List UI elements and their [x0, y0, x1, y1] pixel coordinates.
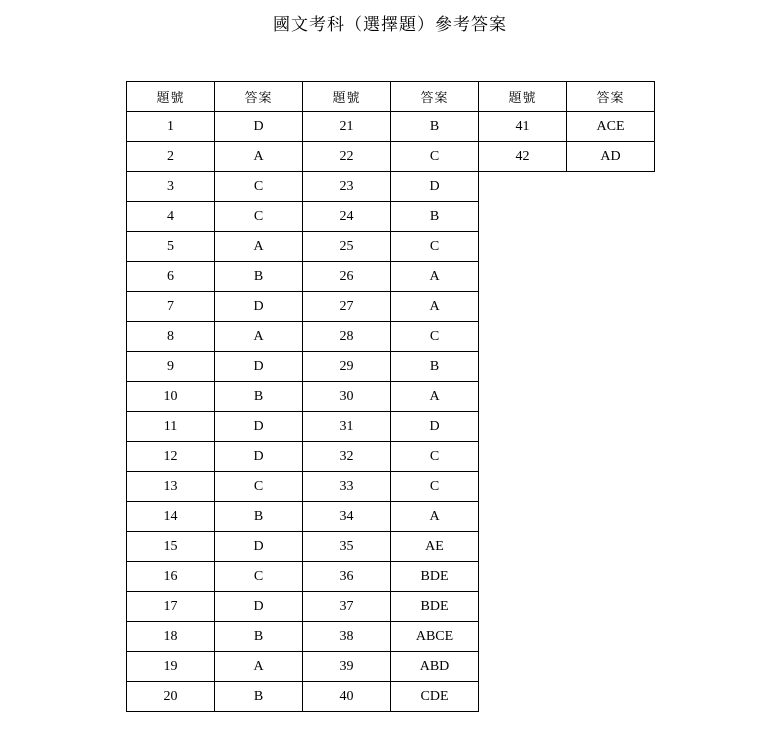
table-row — [127, 532, 303, 562]
table-header-row — [127, 82, 303, 112]
table-row — [303, 562, 479, 592]
table-row — [303, 112, 479, 142]
answer-cell: BDE — [391, 592, 479, 622]
table-row — [127, 142, 303, 172]
question-number-cell: 13 — [127, 472, 215, 502]
question-number-cell: 36 — [303, 562, 391, 592]
answer-table-41-42 — [478, 81, 655, 172]
answer-cell: B — [391, 112, 479, 142]
table-row — [127, 382, 303, 412]
answer-cell: A — [391, 382, 479, 412]
question-number-cell: 7 — [127, 292, 215, 322]
table-row — [303, 622, 479, 652]
question-number-cell: 31 — [303, 412, 391, 442]
answer-cell: BDE — [391, 562, 479, 592]
table-row — [303, 472, 479, 502]
table-row — [303, 352, 479, 382]
table-row — [303, 292, 479, 322]
answer-cell: A — [391, 262, 479, 292]
table-row — [127, 442, 303, 472]
answer-cell: D — [215, 442, 303, 472]
answer-cell: B — [215, 502, 303, 532]
answer-cell: AD — [567, 142, 655, 172]
answer-table-1-20 — [126, 81, 303, 712]
answer-cell: ACE — [567, 112, 655, 142]
answer-cell: C — [391, 142, 479, 172]
table-header-row — [479, 82, 655, 112]
table-row — [303, 592, 479, 622]
header-answer: 答案 — [391, 82, 479, 112]
table-row — [127, 262, 303, 292]
table-row — [127, 322, 303, 352]
question-number-cell: 15 — [127, 532, 215, 562]
header-answer: 答案 — [567, 82, 655, 112]
question-number-cell: 19 — [127, 652, 215, 682]
question-number-cell: 17 — [127, 592, 215, 622]
answer-cell: D — [215, 112, 303, 142]
answer-cell: D — [391, 412, 479, 442]
question-number-cell: 35 — [303, 532, 391, 562]
question-number-cell: 40 — [303, 682, 391, 712]
answer-cell: B — [215, 262, 303, 292]
answer-cell: A — [215, 652, 303, 682]
table-row — [127, 682, 303, 712]
table-row — [127, 592, 303, 622]
header-question-number: 題號 — [127, 82, 215, 112]
question-number-cell: 34 — [303, 502, 391, 532]
table-row — [303, 442, 479, 472]
answer-cell: B — [391, 202, 479, 232]
answer-table-21-40 — [302, 81, 479, 712]
table-row — [303, 142, 479, 172]
header-question-number: 題號 — [479, 82, 567, 112]
answer-cell: C — [391, 442, 479, 472]
question-number-cell: 22 — [303, 142, 391, 172]
table-row — [303, 202, 479, 232]
table-row — [303, 502, 479, 532]
question-number-cell: 26 — [303, 262, 391, 292]
question-number-cell: 23 — [303, 172, 391, 202]
answer-cell: D — [215, 412, 303, 442]
answer-cell: AE — [391, 532, 479, 562]
table-row — [127, 202, 303, 232]
table-row — [303, 262, 479, 292]
answer-cell: ABCE — [391, 622, 479, 652]
question-number-cell: 3 — [127, 172, 215, 202]
question-number-cell: 11 — [127, 412, 215, 442]
table-row — [127, 472, 303, 502]
table-row — [303, 682, 479, 712]
answer-cell: C — [215, 472, 303, 502]
table-row — [303, 322, 479, 352]
table-row — [303, 412, 479, 442]
question-number-cell: 25 — [303, 232, 391, 262]
question-number-cell: 30 — [303, 382, 391, 412]
table-row — [303, 382, 479, 412]
table-row — [303, 232, 479, 262]
answer-cell: ABD — [391, 652, 479, 682]
answer-cell: B — [215, 682, 303, 712]
answer-cell: C — [391, 232, 479, 262]
table-row — [127, 412, 303, 442]
page-title: 國文考科（選擇題）參考答案 — [273, 15, 507, 35]
table-row — [127, 292, 303, 322]
question-number-cell: 38 — [303, 622, 391, 652]
question-number-cell: 2 — [127, 142, 215, 172]
question-number-cell: 6 — [127, 262, 215, 292]
table-row — [127, 172, 303, 202]
question-number-cell: 1 — [127, 112, 215, 142]
question-number-cell: 39 — [303, 652, 391, 682]
question-number-cell: 14 — [127, 502, 215, 532]
question-number-cell: 28 — [303, 322, 391, 352]
table-row — [127, 112, 303, 142]
answer-cell: D — [391, 172, 479, 202]
table-row — [479, 112, 655, 142]
table-body — [479, 112, 655, 172]
table-row — [303, 172, 479, 202]
answer-cell: A — [391, 292, 479, 322]
answer-cell: C — [391, 322, 479, 352]
question-number-cell: 5 — [127, 232, 215, 262]
answer-cell: B — [391, 352, 479, 382]
header-answer: 答案 — [215, 82, 303, 112]
question-number-cell: 29 — [303, 352, 391, 382]
question-number-cell: 8 — [127, 322, 215, 352]
answer-cell: B — [215, 382, 303, 412]
answer-cell: C — [391, 472, 479, 502]
table-row — [303, 652, 479, 682]
table-row — [127, 352, 303, 382]
header-question-number: 題號 — [303, 82, 391, 112]
answer-cell: B — [215, 622, 303, 652]
answer-cell: D — [215, 532, 303, 562]
question-number-cell: 9 — [127, 352, 215, 382]
answer-cell: CDE — [391, 682, 479, 712]
answer-cell: A — [391, 502, 479, 532]
question-number-cell: 24 — [303, 202, 391, 232]
question-number-cell: 27 — [303, 292, 391, 322]
question-number-cell: 20 — [127, 682, 215, 712]
table-row — [127, 232, 303, 262]
table-row — [127, 562, 303, 592]
answer-cell: A — [215, 232, 303, 262]
table-body — [127, 112, 303, 712]
question-number-cell: 21 — [303, 112, 391, 142]
question-number-cell: 37 — [303, 592, 391, 622]
question-number-cell: 32 — [303, 442, 391, 472]
table-body — [303, 112, 479, 712]
question-number-cell: 16 — [127, 562, 215, 592]
answer-cell: C — [215, 172, 303, 202]
question-number-cell: 4 — [127, 202, 215, 232]
answer-cell: D — [215, 592, 303, 622]
answer-cell: C — [215, 562, 303, 592]
table-row — [479, 142, 655, 172]
table-header-row — [303, 82, 479, 112]
table-row — [303, 532, 479, 562]
question-number-cell: 10 — [127, 382, 215, 412]
table-row — [127, 622, 303, 652]
answer-cell: A — [215, 322, 303, 352]
question-number-cell: 12 — [127, 442, 215, 472]
question-number-cell: 42 — [479, 142, 567, 172]
question-number-cell: 33 — [303, 472, 391, 502]
table-row — [127, 652, 303, 682]
question-number-cell: 41 — [479, 112, 567, 142]
table-row — [127, 502, 303, 532]
answer-cell: A — [215, 142, 303, 172]
answer-cell: D — [215, 292, 303, 322]
answer-cell: C — [215, 202, 303, 232]
question-number-cell: 18 — [127, 622, 215, 652]
answer-cell: D — [215, 352, 303, 382]
